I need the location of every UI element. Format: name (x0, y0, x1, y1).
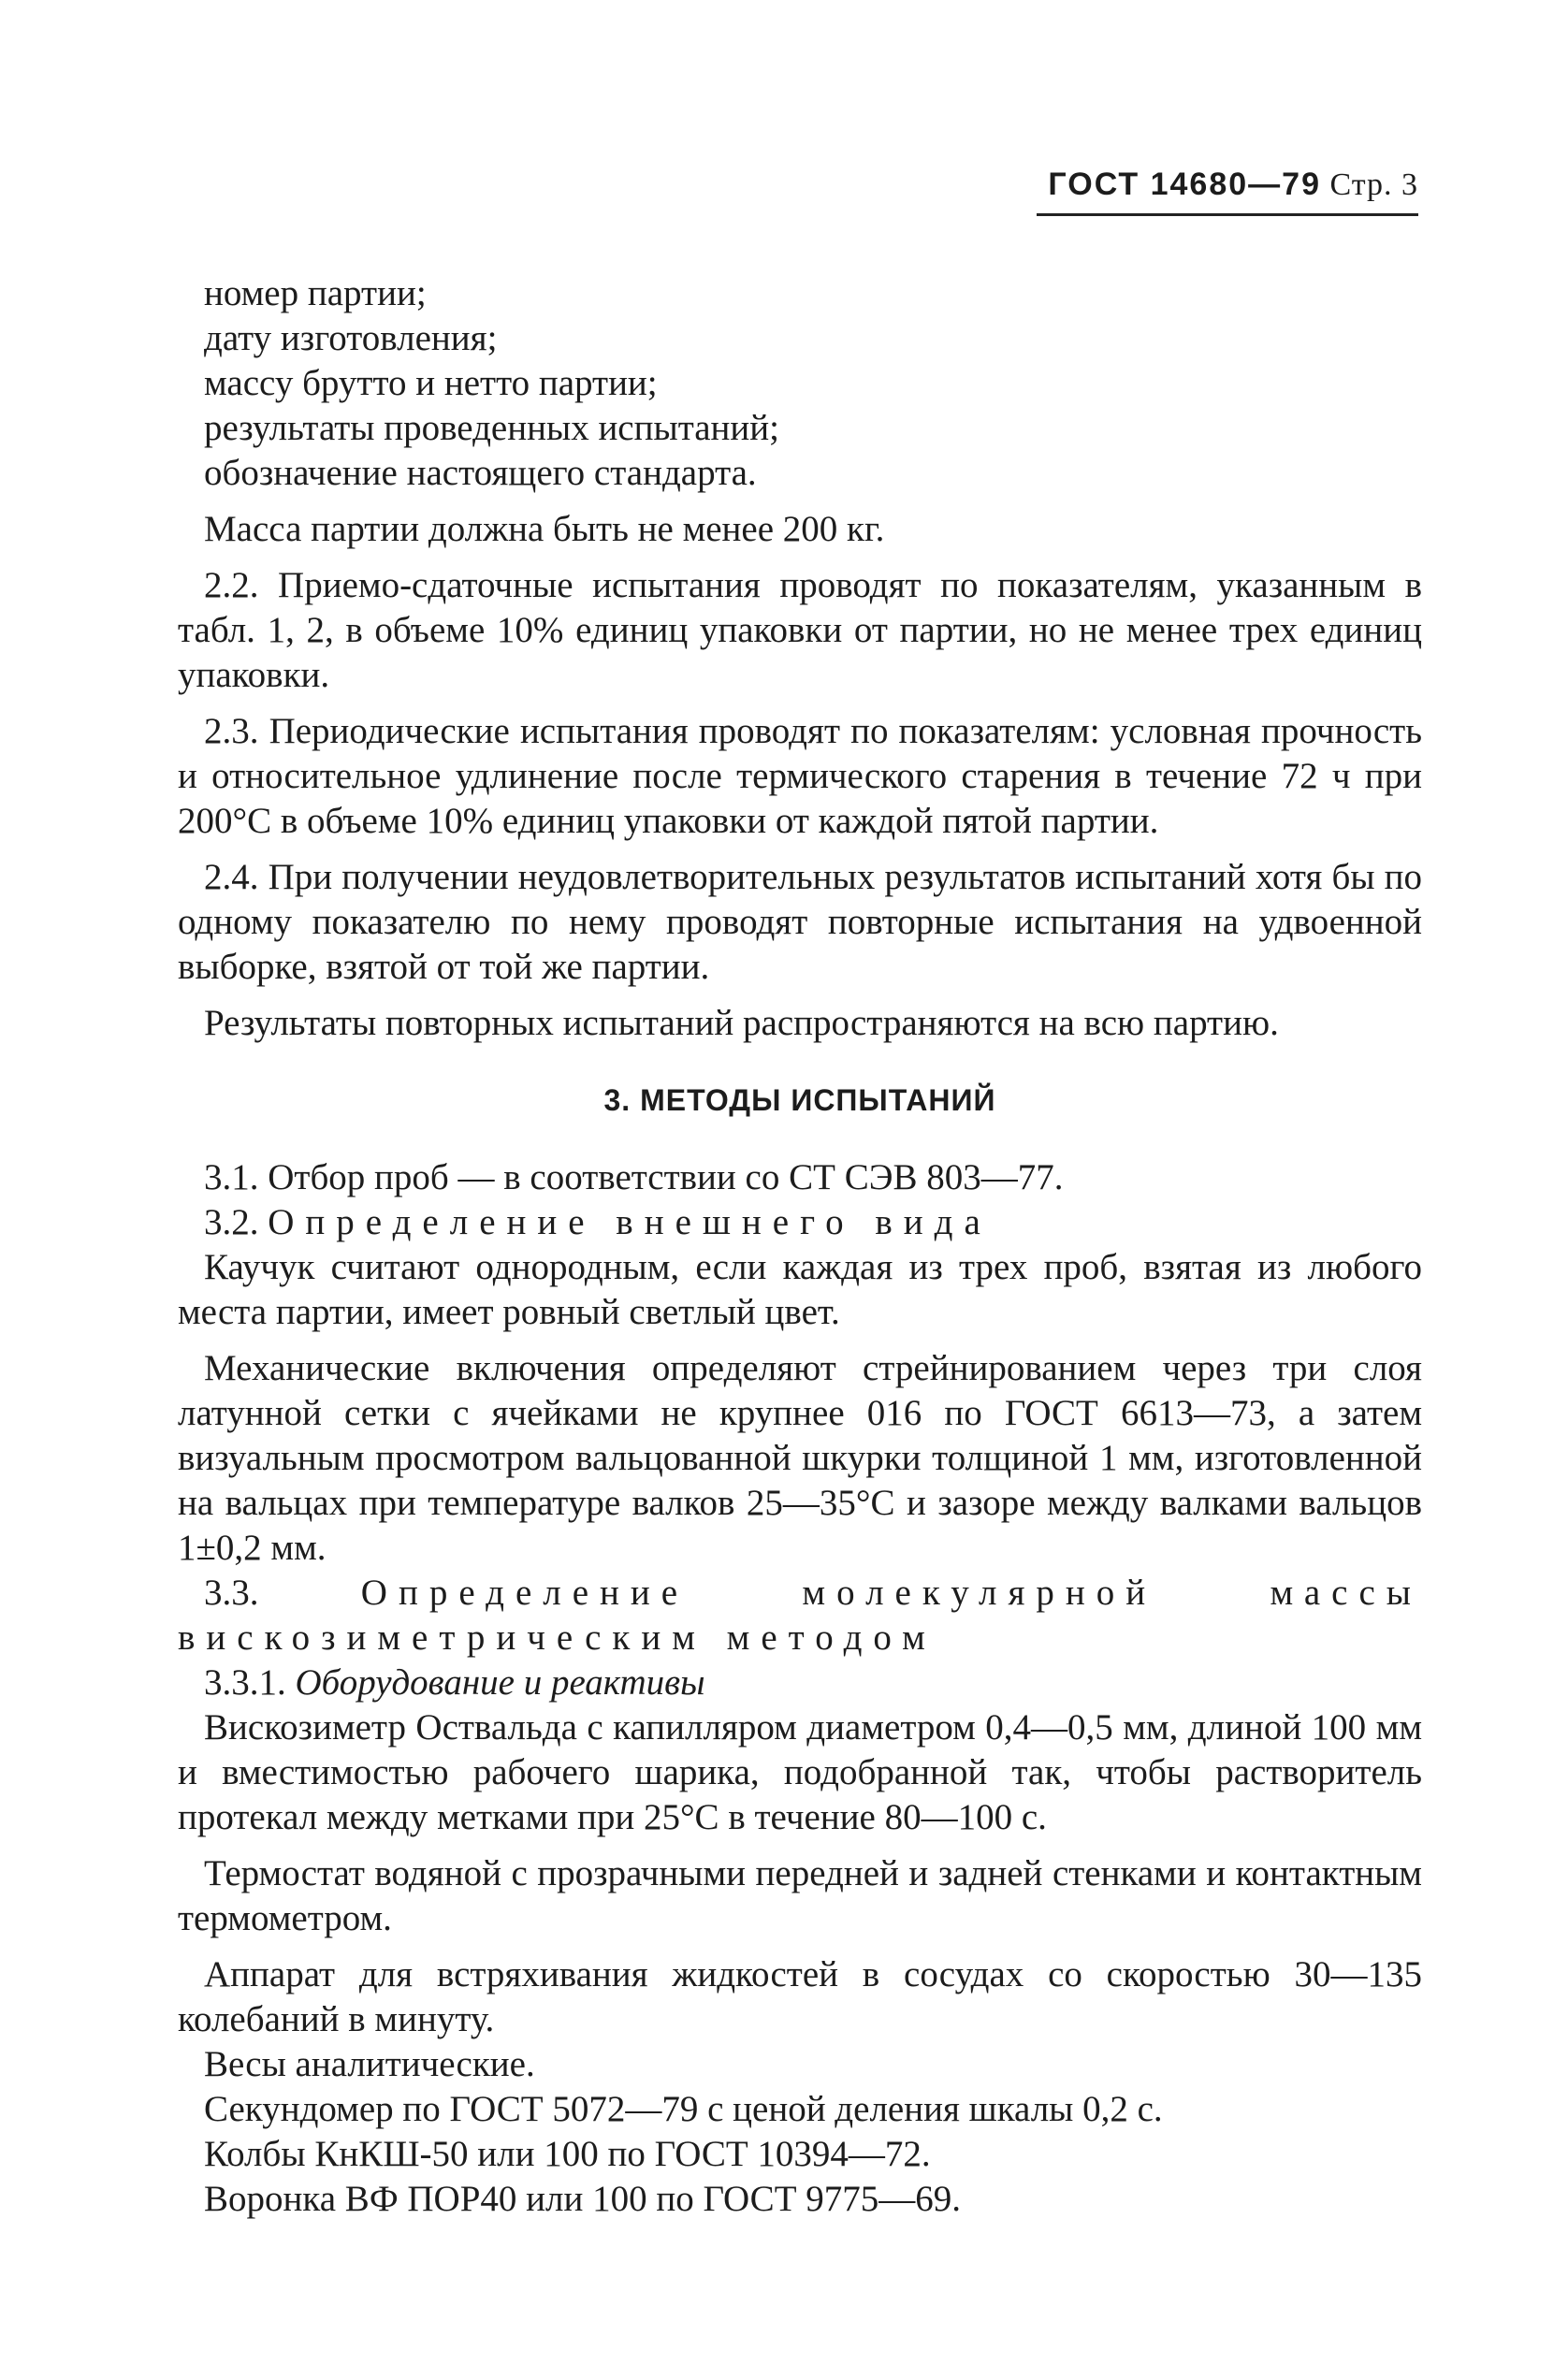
paragraph-2-2: 2.2. Приемо-сдаточные испытания проводят по показателям, указанным в табл. 1, 2, в объеме 10% единиц упаковки от партии, но не менее трех единиц упаковки. (178, 565, 1422, 695)
equipment-shaker: Аппарат для встряхивания жидкостей в сосудах со скоростью 30—135 колебаний в минуту. (178, 1954, 1422, 2039)
standard-code: ГОСТ 14680—79 (1048, 167, 1321, 202)
page-header (1048, 167, 1418, 203)
paragraph-3-2-inclusions: Механические включения определяют стрейнированием через три слоя латунной сетки с ячейками не крупнее 016 по ГОСТ 6613—73, а затем визуальным просмотром вальцованной шкурки толщиной 1 мм, изготовленной на вальцах при температуре валков 25—35°С и зазоре между валками вальцов 1±0,2 мм. (178, 1348, 1422, 1568)
header-rule (1037, 213, 1418, 216)
paragraph-3-2-homogeneity: Каучук считают однородным, если каждая из трех проб, взятая из любого места партии, имеет ровный светлый цвет. (178, 1247, 1422, 1332)
paragraph-2-3: 2.3. Периодические испытания проводят по показателям: условная прочность и относительное удлинение после термического старения в течение 72 ч при 200°С в объеме 10% единиц упаковки от каждой пятой партии. (178, 711, 1422, 841)
paragraph-3-2-heading (178, 1200, 1422, 1245)
paragraph-2-4-results: Результаты повторных испытаний распространяются на всю партию. (204, 1003, 1279, 1043)
clause-number: 3.3.1. (204, 1662, 286, 1703)
equipment-funnel: Воронка ВФ ПОР40 или 100 по ГОСТ 9775—69. (204, 2179, 962, 2219)
list-line-results: результаты проведенных испытаний; (204, 408, 779, 448)
page-body (178, 271, 1422, 2222)
equipment-flasks: Колбы КнКШ-50 или 100 по ГОСТ 10394—72. (204, 2134, 931, 2174)
paragraph-3-3-heading (178, 1571, 1422, 1661)
list-line-designation: обозначение настоящего стандарта. (204, 453, 757, 493)
list-line-batch-number: номер партии; (204, 273, 427, 313)
equipment-thermostat: Термостат водяной с прозрачными передней и задней стенками и контактным термометром. (178, 1853, 1422, 1938)
clause-title: Определение внешнего вида (268, 1202, 992, 1242)
clause-number: 3.2. (204, 1202, 259, 1242)
list-line-mass: массу брутто и нетто партии; (204, 363, 658, 403)
equipment-stopwatch: Секундомер по ГОСТ 5072—79 с ценой деления шкалы 0,2 с. (204, 2089, 1163, 2129)
paragraph-2-4: 2.4. При получении неудовлетворительных результатов испытаний хотя бы по одному показателю по нему проводят повторные испытания на удвоенной выборке, взятой от той же партии. (178, 857, 1422, 987)
equipment-balance: Весы аналитические. (204, 2044, 535, 2084)
page-number: Стр. 3 (1329, 167, 1418, 202)
clause-title: Определение молекулярной массы вискозиметрическим методом (178, 1573, 1422, 1658)
paragraph-3-3-1-heading (178, 1661, 1422, 1705)
clause-number: 3.3. (204, 1573, 259, 1613)
equipment-viscometer: Вискозиметр Оствальда с капилляром диаметром 0,4—0,5 мм, длиной 100 мм и вместимостью рабочего шарика, подобранной так, чтобы растворитель протекал между метками при 25°С в течение 80—100 с. (178, 1707, 1422, 1837)
paragraph-batch-mass: Масса партии должна быть не менее 200 кг. (204, 509, 885, 549)
list-line-date: дату изготовления; (204, 318, 498, 358)
paragraph-3-1: 3.1. Отбор проб — в соответствии со СТ СЭВ 803—77. (204, 1157, 1064, 1197)
clause-title: Оборудование и реактивы (295, 1662, 705, 1703)
section-3-heading: 3. МЕТОДЫ ИСПЫТАНИЙ (603, 1083, 996, 1117)
